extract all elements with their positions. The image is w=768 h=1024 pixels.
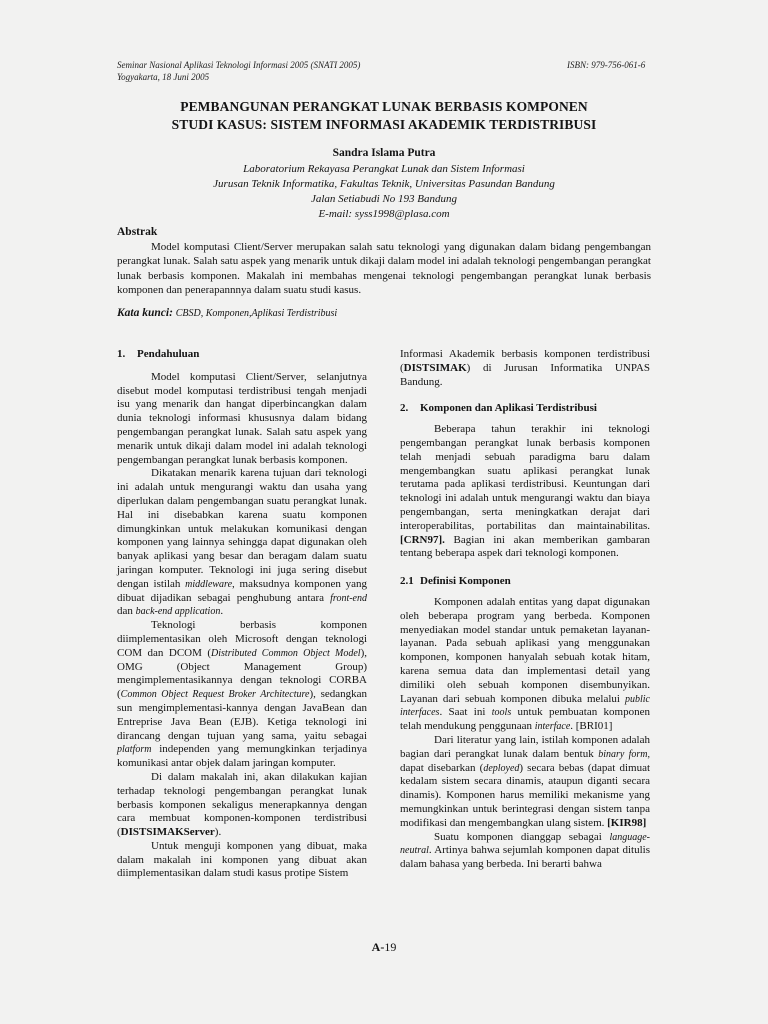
author-address: Jalan Setiabudi No 193 Bandung xyxy=(310,193,458,205)
running-header xyxy=(117,59,360,83)
paragraph: Suatu komponen dianggap sebagai language-neutral. Artinya bahwa sejumlah komponen dapat ditulis dalam bahasa yang berbeda. Ini berarti bahwa xyxy=(400,830,650,871)
paragraph: Teknologi berbasis komponen diimplementasikan oleh Microsoft dengan teknologi COM dan DCOM (Distributed Common Object Model), OMG (Object Management Group) mengimplementasikannya dengan teknologi CORBA (Common Object Request Broker Architecture), sedangkan sun mengimplementasi-kannya dengan JavaBean dan Entreprise Java Bean (EJB). Ketiga teknologi ini dirancang dengan tujuan yang sama, yaitu sebagai platform independen yang memungkinkan terjadinya komunikasi antar objek dalam jaringan komputer. xyxy=(117,619,367,770)
paragraph: Dari literatur yang lain, istilah komponen adalah bagian dari perangkat lunak dalam bentuk binary form, dapat disebarkan (deployed) secara bebas (dapat dimuat kedalam sistem secara dinamis, ataupun diganti secara dinamis). Komponen harus memiliki mekanisme yang memungkinkan untuk berintegrasi dengan sistem tanpa modifikasi dan mengembangkan ulang sistem. [KIR98] xyxy=(400,733,651,829)
left-column xyxy=(117,348,367,881)
paper-title xyxy=(100,98,668,134)
section-1-heading: 1. Pendahuluan xyxy=(117,348,200,360)
conference-location-date: Yogyakarta, 18 Juni 2005 xyxy=(117,72,210,82)
title-line-1: PEMBANGUNAN PERANGKAT LUNAK BERBASIS KOMPONEN xyxy=(180,99,588,114)
keywords-value: CBSD, Komponen,Aplikasi Terdistribusi xyxy=(175,308,338,319)
section-2-heading: 2. Komponen dan Aplikasi Terdistribusi xyxy=(400,402,597,415)
author-dept: Jurusan Teknik Informatika, Fakultas Teknik, Universitas Pasundan Bandung xyxy=(213,178,555,190)
title-line-2: STUDI KASUS: SISTEM INFORMASI AKADEMIK TERDISTRIBUSI xyxy=(171,117,597,132)
section-2-1-heading: 2.1 Definisi Komponen xyxy=(400,575,511,588)
author-email: E-mail: syss1998@plasa.com xyxy=(318,208,450,220)
paragraph: Di dalam makalah ini, akan dilakukan kajian terhadap teknologi pengembangan perangkat lunak berbasis komponen sekaligus menerapkannya dengan cara membuat komponen-komponen terdistribusi (DISTSIMAKServer). xyxy=(117,770,367,839)
paragraph: Model komputasi Client/Server, selanjutnya disebut model komputasi terdistribusi tengah menjadi isu yang menarik dan hangat diperbincangkan dalam dunia teknologi informasi khususnya dalam bidang pengembangan perangkat lunak. Salah satu aspek yang menarik untuk dikaji dalam model ini adalah teknologi pengembangan perangkat lunak berbasis komponen. xyxy=(117,370,367,466)
abstract-heading: Abstrak xyxy=(117,226,158,238)
paragraph: Informasi Akademik berbasis komponen terdistribusi (DISTSIMAK) di Jurusan Informatika UNPAS Bandung. xyxy=(400,348,650,388)
page-number: A-19 xyxy=(371,940,397,954)
paragraph: Komponen adalah entitas yang dapat digunakan oleh beberapa program yang berbeda. Komponen menyediakan model standar untuk pemaketan layanan-layanan. Pada sebuah aplikasi yang menggunakan komponen, komponen hanyalah sebuah kotak hitam, karena semua data dan implementasi detail yang dimiliki oleh sebuah komponen disembunyikan. Layanan dari sebuah komponen dibuka melalui public interfaces. Saat ini tools untuk pembuatan komponen telah mendukung penggunaan interface. [BRI01] xyxy=(400,595,650,733)
author-lab: Laboratorium Rekayasa Perangkat Lunak dan Sistem Informasi xyxy=(243,163,525,175)
keywords-label: Kata kunci xyxy=(117,307,170,319)
paragraph: Dikatakan menarik karena tujuan dari teknologi ini adalah untuk mengurangi waktu dan usaha yang diperlukan dalam pengembangan suatu perangkat lunak. Hal ini disebabkan karena suatu komponen dimungkinkan untuk melakukan komunikasi dengan komponen yang lainnya sehingga dapat digunakan oleh banyak aplikasi yang besar dan beragam dalam suatu jaringan komputer. Teknologi ini juga sering disebut dengan istilah middleware, maksudnya komponen yang dibuat dijadikan sebagai penghubung antara front-end dan back-end application. xyxy=(117,467,367,618)
author-name: Sandra Islama Putra xyxy=(332,147,436,159)
paragraph: Beberapa tahun terakhir ini teknologi pengembangan perangkat lunak berbasis komponen telah menjadi sebuah paradigma baru dalam mengembangkan suatu aplikasi perangkat lunak terutama pada aplikasi terdistribusi. Keuntungan dari teknologi ini adalah untuk mengurangi waktu dan biaya pengembangan, serta meningkatkan derajat dari interoperabilitas, portabilitas dan maintainabilitas. [CRN97]. Bagian ini akan memberikan gambaran tentang beberapa aspek dari teknologi komponen. xyxy=(400,423,650,560)
paragraph: Untuk menguji komponen yang dibuat, maka dalam makalah ini komponen yang dibuat akan diimplementasikan dalam studi kasus protipe Sistem xyxy=(117,839,367,880)
abstract-text: Model komputasi Client/Server merupakan salah satu teknologi yang digunakan dalam bidang pengembangan perangkat lunak. Salah satu aspek yang menarik untuk dikaji dalam model ini adalah teknologi pengembangan perangkat lunak berbasis komponen. Makalah ini membahas mengenai teknologi pengembangan perangkat lunak berbasis komponen dan penerapannnya dalam suatu studi kasus. xyxy=(117,240,651,297)
conference-name: Seminar Nasional Aplikasi Teknologi Informasi 2005 (SNATI 2005) xyxy=(117,60,361,70)
isbn: ISBN: 979-756-061-6 xyxy=(567,60,646,70)
keywords: Kata kunci: CBSD, Komponen,Aplikasi Terdistribusi xyxy=(117,307,338,319)
right-column xyxy=(400,348,650,872)
abstract xyxy=(117,225,651,298)
author-block xyxy=(150,146,618,222)
